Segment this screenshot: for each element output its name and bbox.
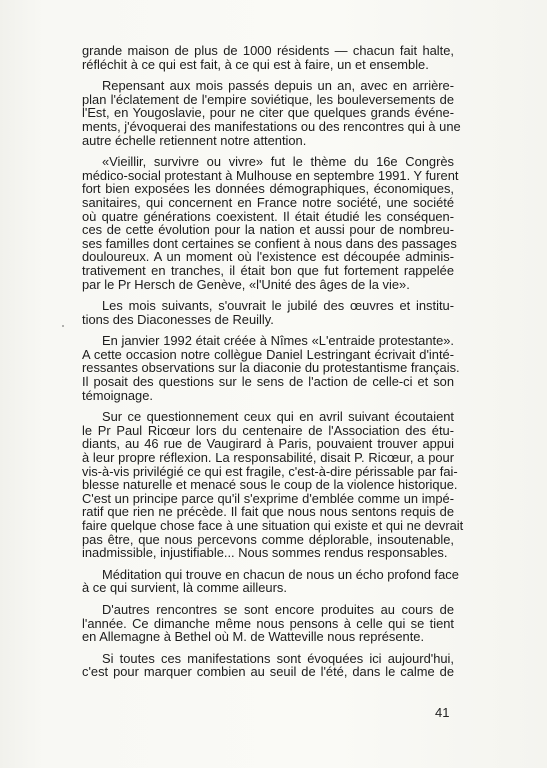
text-line: ces de cette évolution pour la nation et aussi pour de nombreu- bbox=[82, 222, 454, 238]
text-line: Repensant aux mois passés depuis un an, avec en arrière- bbox=[102, 78, 454, 94]
paragraph bbox=[82, 154, 459, 292]
text-line: réfléchit à ce qui est fait, à ce qui est à faire, un et ensemble. bbox=[82, 56, 429, 72]
text-line: pas être, que nous percevons comme déplorable, insoutenable, bbox=[82, 531, 454, 547]
text-line: «Vieillir, survivre ou vivre» fut le thème du 16e Congrès bbox=[102, 154, 454, 170]
text-line: trativement en tranches, il était bon que fut fortement rappelée bbox=[82, 262, 454, 278]
text-line: l'année. Ce dimanche même nous pensons à celle qui se tient bbox=[82, 615, 454, 631]
text-line: fort bien exposées les données démographiques, économiques, bbox=[82, 181, 454, 197]
body-text bbox=[82, 43, 464, 687]
text-line: ments, j'évoquerai des manifestations ou des rencontres qui à une bbox=[82, 118, 461, 134]
text-line: C'est un principe parce qu'il s'exprime d'emblée comme un impé- bbox=[82, 490, 454, 506]
text-line: Méditation qui trouve en chacun de nous un écho profond face bbox=[102, 566, 459, 582]
text-line: l'Est, en Yougoslavie, pour ne citer que quelques grands événe- bbox=[82, 105, 454, 121]
text-line: témoignage. bbox=[82, 387, 153, 403]
text-line: grande maison de plus de 1000 résidents — chacun fait halte, bbox=[82, 43, 454, 58]
text-line: diants, au 46 rue de Vaugirard à Paris, pouvaient trouver appui bbox=[82, 436, 454, 452]
text-line: inadmissible, injustifiable... Nous sommes rendus responsables. bbox=[82, 545, 448, 561]
text-line: faire quelque chose face à une situation qui existe et qui ne devrait bbox=[82, 518, 464, 533]
paragraph bbox=[82, 44, 454, 71]
text-line: douloureux. A un moment où l'existence est découpée adminis- bbox=[82, 249, 454, 265]
text-line: plan l'éclatement de l'empire soviétique, les bouleversements de bbox=[82, 91, 454, 107]
text-line: c'est pour marquer combien au seuil de l'été, dans le calme de bbox=[82, 664, 454, 680]
text-line: ratif que rien ne précède. Il fait que nous nous sentons requis de bbox=[82, 504, 454, 520]
paragraph bbox=[82, 299, 454, 326]
text-line: par le Pr Hersch de Genève, «l'Unité des âges de la vie». bbox=[82, 276, 410, 292]
paragraph bbox=[82, 652, 454, 679]
page-number: 41 bbox=[435, 705, 450, 720]
text-line: à ce qui survient, là comme ailleurs. bbox=[82, 580, 287, 596]
text-line: ressantes observations sur la diaconie du protestantisme français. bbox=[82, 360, 460, 376]
text-line: D'autres rencontres se sont encore produites au cours de bbox=[102, 601, 454, 617]
text-line: où quatre générations coexistent. Il était étudié les conséquen- bbox=[82, 208, 454, 224]
paragraph bbox=[82, 78, 461, 148]
text-line: Il posait des questions sur le sens de l'action de celle-ci et son bbox=[82, 374, 454, 390]
text-line: blesse naturelle et menacé sous le coup de la violence historique. bbox=[82, 477, 458, 493]
text-line: Les mois suivants, s'ouvrait le jubilé des œuvres et institu- bbox=[102, 298, 454, 314]
paragraph bbox=[82, 566, 459, 596]
text-line: En janvier 1992 était créée à Nîmes «L'entraide protestante». bbox=[102, 333, 454, 349]
text-line: tions des Diaconesses de Reuilly. bbox=[82, 311, 274, 327]
text-line: à leur propre réflexion. La responsabilité, disait P. Ricœur, a pour bbox=[82, 450, 454, 466]
text-line: Sur ce questionnement ceux qui en avril suivant écoutaient bbox=[102, 409, 454, 425]
paragraph bbox=[82, 333, 460, 403]
text-line: en Allemagne à Bethel où M. de Watteville nous représente. bbox=[82, 629, 425, 645]
text-line: A cette occasion notre collègue Daniel Lestringant écrivait d'inté- bbox=[82, 346, 454, 362]
paragraph bbox=[82, 603, 454, 644]
text-line: autre échelle retiennent notre attention. bbox=[82, 132, 307, 148]
text-line: le Pr Paul Ricœur lors du centenaire de l'Association des étu- bbox=[82, 422, 454, 438]
paragraph bbox=[82, 409, 464, 561]
text-line: ses familles dont certaines se confient à nous dans des passages bbox=[82, 235, 457, 251]
text-line: vis-à-vis privilégié ce qui est fragile, c'est-à-dire périssable par fai- bbox=[82, 463, 458, 479]
text-line: sanitaires, qui concernent en France notre société, une société bbox=[82, 194, 454, 210]
text-line: médico-social protestant à Mulhouse en septembre 1991. Y furent bbox=[82, 167, 459, 183]
text-line: Si toutes ces manifestations sont évoquées ici aujourd'hui, bbox=[102, 650, 454, 666]
paper-speck bbox=[62, 325, 64, 327]
